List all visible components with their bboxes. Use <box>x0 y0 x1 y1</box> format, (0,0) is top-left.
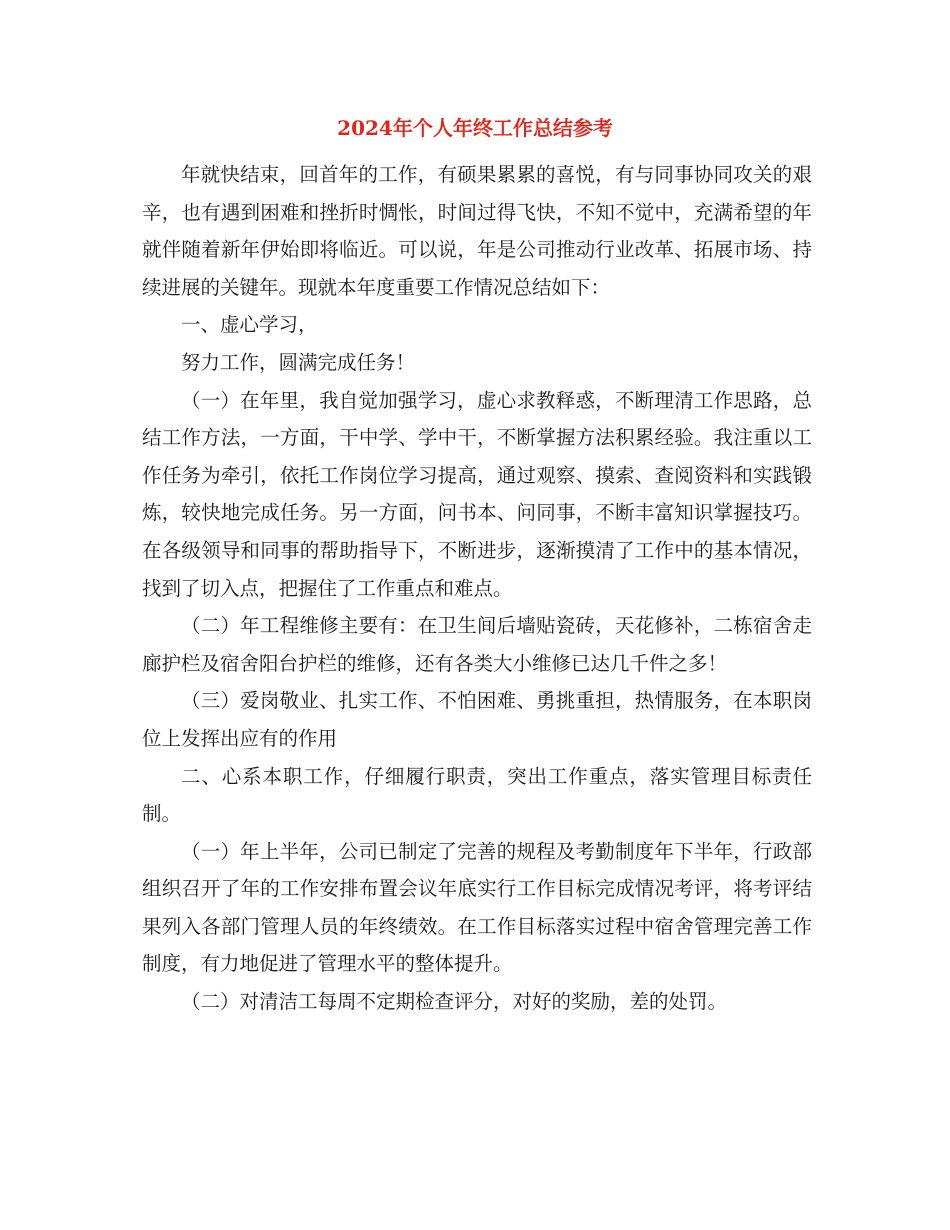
paragraph-2-1: （一）年上半年，公司已制定了完善的规程及考勤制度年下半年，行政部组织召开了年的工作安排布置会议年底实行工作目标完成情况考评，将考评结果列入各部门管理人员的年终绩效。在工作目标落实过程中宿舍管理完善工作制度，有力地促进了管理水平的整体提升。 <box>142 839 812 976</box>
section-heading-2: 二、心系本职工作，仔细履行职责，突出工作重点，落实管理目标责任制。 <box>142 764 812 826</box>
paragraph-1-3: （三）爱岗敬业、扎实工作、不怕困难、勇挑重担，热情服务，在本职岗位上发挥出应有的作用 <box>142 689 812 750</box>
document-title: 2024年个人年终工作总结参考 <box>337 116 613 140</box>
document-body <box>142 156 812 1021</box>
section-heading-1: 一、虚心学习， <box>181 313 318 337</box>
paragraph-2-2: （二）对清洁工每周不定期检查评分，对好的奖励，差的处罚。 <box>181 990 728 1014</box>
paragraph-intro: 年就快结束，回首年的工作，有硕果累累的喜悦，有与同事协同攻关的艰辛，也有遇到困难和挫折时惆怅，时间过得飞快，不知不觉中，充满希望的年就伴随着新年伊始即将临近。可以说，年是公司推动行业改革、拓展市场、持续进展的关键年。现就本年度重要工作情况总结如下： <box>142 163 812 299</box>
paragraph-1-2: （二）年工程维修主要有：在卫生间后墙贴瓷砖，天花修补，二栋宿舍走廊护栏及宿舍阳台护栏的维修，还有各类大小维修已达几千件之多！ <box>142 614 812 675</box>
section-heading-1-continued: 努力工作，圆满完成任务！ <box>181 350 416 374</box>
paragraph-1-1: （一）在年里，我自觉加强学习，虚心求教释惑，不断理清工作思路，总结工作方法，一方面，干中学、学中干，不断掌握方法积累经验。我注重以工作任务为牵引，依托工作岗位学习提高，通过观察、摸索、查阅资料和实践锻炼，较快地完成任务。另一方面，问书本、问同事，不断丰富知识掌握技巧。在各级领导和同事的帮助指导下，不断进步，逐渐摸清了工作中的基本情况，找到了切入点，把握住了工作重点和难点。 <box>142 388 812 600</box>
